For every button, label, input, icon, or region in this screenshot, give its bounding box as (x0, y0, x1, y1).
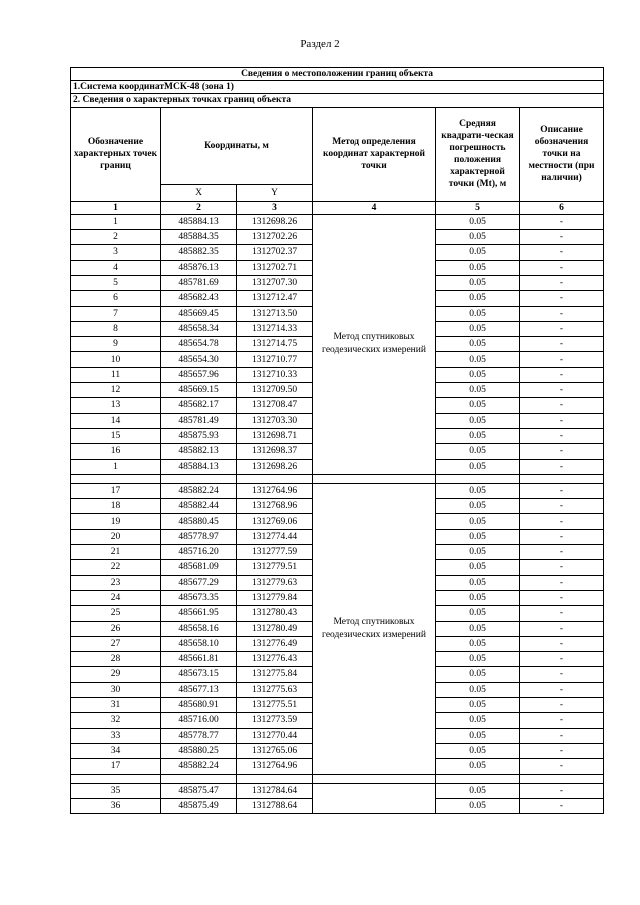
description-cell: - (520, 321, 604, 336)
x-cell: 485658.16 (161, 621, 237, 636)
error-cell: 0.05 (436, 636, 520, 651)
description-cell: - (520, 260, 604, 275)
point-id-cell: 32 (71, 713, 161, 728)
y-cell: 1312773.59 (237, 713, 313, 728)
description-cell: - (520, 713, 604, 728)
error-cell: 0.05 (436, 759, 520, 774)
point-id-cell: 36 (71, 798, 161, 813)
x-cell: 485882.35 (161, 245, 237, 260)
x-cell: 485661.81 (161, 652, 237, 667)
error-cell: 0.05 (436, 682, 520, 697)
point-id-cell: 27 (71, 636, 161, 651)
y-cell: 1312702.26 (237, 230, 313, 245)
x-cell: 485875.47 (161, 783, 237, 798)
y-cell: 1312714.33 (237, 321, 313, 336)
y-cell: 1312698.26 (237, 214, 313, 229)
point-id-cell: 29 (71, 667, 161, 682)
y-cell: 1312784.64 (237, 783, 313, 798)
point-id-cell: 10 (71, 352, 161, 367)
description-cell: - (520, 483, 604, 498)
y-cell: 1312703.30 (237, 413, 313, 428)
header-point-id: Обозначение характерных точек границ (71, 107, 161, 201)
description-cell: - (520, 667, 604, 682)
point-id-cell: 19 (71, 514, 161, 529)
point-id-cell: 15 (71, 428, 161, 443)
group-separator (71, 774, 604, 783)
method-cell (313, 783, 436, 814)
description-cell: - (520, 545, 604, 560)
x-cell: 485669.45 (161, 306, 237, 321)
point-id-cell: 33 (71, 728, 161, 743)
coord-system: 1.Система координатМСК-48 (зона 1) (71, 81, 604, 94)
y-cell: 1312779.63 (237, 575, 313, 590)
point-id-cell: 26 (71, 621, 161, 636)
subsection-title: 2. Сведения о характерных точках границ объекта (71, 94, 604, 107)
error-cell: 0.05 (436, 444, 520, 459)
error-cell: 0.05 (436, 306, 520, 321)
error-cell: 0.05 (436, 428, 520, 443)
x-cell: 485681.09 (161, 560, 237, 575)
x-cell: 485680.91 (161, 698, 237, 713)
error-cell: 0.05 (436, 352, 520, 367)
error-cell: 0.05 (436, 606, 520, 621)
point-id-cell: 16 (71, 444, 161, 459)
x-cell: 485654.78 (161, 337, 237, 352)
table-title: Сведения о местоположении границ объекта (71, 68, 604, 81)
header-coordinates: Координаты, м (161, 107, 313, 184)
error-cell: 0.05 (436, 321, 520, 336)
y-cell: 1312780.43 (237, 606, 313, 621)
error-cell: 0.05 (436, 214, 520, 229)
point-id-cell: 13 (71, 398, 161, 413)
error-cell: 0.05 (436, 383, 520, 398)
y-cell: 1312712.47 (237, 291, 313, 306)
col-number: 5 (436, 201, 520, 214)
y-cell: 1312765.06 (237, 743, 313, 758)
x-cell: 485716.00 (161, 713, 237, 728)
description-cell: - (520, 783, 604, 798)
y-cell: 1312779.51 (237, 560, 313, 575)
description-cell: - (520, 337, 604, 352)
error-cell: 0.05 (436, 499, 520, 514)
x-cell: 485880.25 (161, 743, 237, 758)
x-cell: 485658.34 (161, 321, 237, 336)
y-cell: 1312768.96 (237, 499, 313, 514)
y-cell: 1312764.96 (237, 759, 313, 774)
y-cell: 1312775.63 (237, 682, 313, 697)
x-cell: 485882.44 (161, 499, 237, 514)
col-number: 1 (71, 201, 161, 214)
y-cell: 1312709.50 (237, 383, 313, 398)
table-row (71, 783, 604, 798)
x-cell: 485661.95 (161, 606, 237, 621)
error-cell: 0.05 (436, 783, 520, 798)
point-id-cell: 1 (71, 214, 161, 229)
description-cell: - (520, 575, 604, 590)
error-cell: 0.05 (436, 713, 520, 728)
y-cell: 1312775.51 (237, 698, 313, 713)
point-id-cell: 4 (71, 260, 161, 275)
description-cell: - (520, 413, 604, 428)
description-cell: - (520, 682, 604, 697)
point-id-cell: 23 (71, 575, 161, 590)
y-cell: 1312713.50 (237, 306, 313, 321)
x-cell: 485677.13 (161, 682, 237, 697)
y-cell: 1312788.64 (237, 798, 313, 813)
x-cell: 485654.30 (161, 352, 237, 367)
error-cell: 0.05 (436, 337, 520, 352)
error-cell: 0.05 (436, 590, 520, 605)
description-cell: - (520, 499, 604, 514)
point-id-cell: 14 (71, 413, 161, 428)
y-cell: 1312702.71 (237, 260, 313, 275)
point-id-cell: 30 (71, 682, 161, 697)
error-cell: 0.05 (436, 367, 520, 382)
y-cell: 1312776.49 (237, 636, 313, 651)
error-cell: 0.05 (436, 276, 520, 291)
point-id-cell: 31 (71, 698, 161, 713)
description-cell: - (520, 621, 604, 636)
col-number: 3 (237, 201, 313, 214)
method-cell: Метод спутниковых геодезических измерений (313, 483, 436, 774)
y-cell: 1312707.30 (237, 276, 313, 291)
x-cell: 485669.15 (161, 383, 237, 398)
x-cell: 485673.35 (161, 590, 237, 605)
error-cell: 0.05 (436, 483, 520, 498)
error-cell: 0.05 (436, 514, 520, 529)
point-id-cell: 7 (71, 306, 161, 321)
description-cell: - (520, 428, 604, 443)
x-cell: 485882.24 (161, 759, 237, 774)
description-cell: - (520, 798, 604, 813)
y-cell: 1312775.84 (237, 667, 313, 682)
description-cell: - (520, 560, 604, 575)
error-cell: 0.05 (436, 413, 520, 428)
point-id-cell: 28 (71, 652, 161, 667)
point-id-cell: 25 (71, 606, 161, 621)
y-cell: 1312710.77 (237, 352, 313, 367)
error-cell: 0.05 (436, 260, 520, 275)
x-cell: 485882.24 (161, 483, 237, 498)
error-cell: 0.05 (436, 652, 520, 667)
description-cell: - (520, 652, 604, 667)
x-cell: 485882.13 (161, 444, 237, 459)
table-row (71, 483, 604, 498)
col-number: 6 (520, 201, 604, 214)
y-cell: 1312764.96 (237, 483, 313, 498)
x-cell: 485880.45 (161, 514, 237, 529)
x-cell: 485884.13 (161, 459, 237, 474)
point-id-cell: 21 (71, 545, 161, 560)
point-id-cell: 24 (71, 590, 161, 605)
error-cell: 0.05 (436, 743, 520, 758)
error-cell: 0.05 (436, 230, 520, 245)
header-description: Описание обозначения точки на местности (при наличии) (520, 107, 604, 201)
description-cell: - (520, 636, 604, 651)
description-cell: - (520, 230, 604, 245)
point-id-cell: 2 (71, 230, 161, 245)
description-cell: - (520, 728, 604, 743)
x-cell: 485682.17 (161, 398, 237, 413)
description-cell: - (520, 276, 604, 291)
description-cell: - (520, 743, 604, 758)
error-cell: 0.05 (436, 459, 520, 474)
description-cell: - (520, 398, 604, 413)
description-cell: - (520, 759, 604, 774)
x-cell: 485682.43 (161, 291, 237, 306)
header-method: Метод определения координат характерной точки (313, 107, 436, 201)
description-cell: - (520, 459, 604, 474)
error-cell: 0.05 (436, 621, 520, 636)
y-cell: 1312780.49 (237, 621, 313, 636)
point-id-cell: 17 (71, 483, 161, 498)
y-cell: 1312698.37 (237, 444, 313, 459)
error-cell: 0.05 (436, 575, 520, 590)
x-cell: 485781.49 (161, 413, 237, 428)
error-cell: 0.05 (436, 545, 520, 560)
point-id-cell: 6 (71, 291, 161, 306)
description-cell: - (520, 367, 604, 382)
section-title: Раздел 2 (300, 38, 340, 50)
description-cell: - (520, 352, 604, 367)
x-cell: 485884.13 (161, 214, 237, 229)
y-cell: 1312776.43 (237, 652, 313, 667)
description-cell: - (520, 529, 604, 544)
error-cell: 0.05 (436, 291, 520, 306)
col-number: 2 (161, 201, 237, 214)
x-cell: 485875.93 (161, 428, 237, 443)
x-cell: 485778.97 (161, 529, 237, 544)
y-cell: 1312714.75 (237, 337, 313, 352)
error-cell: 0.05 (436, 798, 520, 813)
description-cell: - (520, 514, 604, 529)
x-cell: 485657.96 (161, 367, 237, 382)
description-cell: - (520, 245, 604, 260)
error-cell: 0.05 (436, 245, 520, 260)
x-cell: 485884.35 (161, 230, 237, 245)
point-id-cell: 9 (71, 337, 161, 352)
error-cell: 0.05 (436, 698, 520, 713)
point-id-cell: 20 (71, 529, 161, 544)
x-cell: 485876.13 (161, 260, 237, 275)
x-cell: 485716.20 (161, 545, 237, 560)
y-cell: 1312702.37 (237, 245, 313, 260)
group-separator (71, 474, 604, 483)
point-id-cell: 18 (71, 499, 161, 514)
error-cell: 0.05 (436, 728, 520, 743)
table-row (71, 214, 604, 229)
x-cell: 485781.69 (161, 276, 237, 291)
x-cell: 485677.29 (161, 575, 237, 590)
method-cell: Метод спутниковых геодезических измерений (313, 214, 436, 474)
description-cell: - (520, 383, 604, 398)
header-error: Средняя квадрати-ческая погрешность положения характерной точки (Mt), м (436, 107, 520, 201)
x-cell: 485658.10 (161, 636, 237, 651)
error-cell: 0.05 (436, 667, 520, 682)
point-id-cell: 11 (71, 367, 161, 382)
y-cell: 1312769.06 (237, 514, 313, 529)
point-id-cell: 12 (71, 383, 161, 398)
x-cell: 485778.77 (161, 728, 237, 743)
x-cell: 485673.15 (161, 667, 237, 682)
header-y: Y (237, 184, 313, 201)
description-cell: - (520, 590, 604, 605)
description-cell: - (520, 444, 604, 459)
col-number: 4 (313, 201, 436, 214)
point-id-cell: 8 (71, 321, 161, 336)
description-cell: - (520, 214, 604, 229)
point-id-cell: 5 (71, 276, 161, 291)
y-cell: 1312710.33 (237, 367, 313, 382)
y-cell: 1312708.47 (237, 398, 313, 413)
y-cell: 1312774.44 (237, 529, 313, 544)
y-cell: 1312698.26 (237, 459, 313, 474)
point-id-cell: 34 (71, 743, 161, 758)
point-id-cell: 17 (71, 759, 161, 774)
point-id-cell: 1 (71, 459, 161, 474)
point-id-cell: 22 (71, 560, 161, 575)
error-cell: 0.05 (436, 398, 520, 413)
y-cell: 1312698.71 (237, 428, 313, 443)
description-cell: - (520, 306, 604, 321)
header-x: X (161, 184, 237, 201)
error-cell: 0.05 (436, 560, 520, 575)
y-cell: 1312777.59 (237, 545, 313, 560)
x-cell: 485875.49 (161, 798, 237, 813)
error-cell: 0.05 (436, 529, 520, 544)
boundary-points-table (70, 67, 604, 814)
y-cell: 1312779.84 (237, 590, 313, 605)
point-id-cell: 3 (71, 245, 161, 260)
description-cell: - (520, 698, 604, 713)
description-cell: - (520, 606, 604, 621)
y-cell: 1312770.44 (237, 728, 313, 743)
description-cell: - (520, 291, 604, 306)
point-id-cell: 35 (71, 783, 161, 798)
